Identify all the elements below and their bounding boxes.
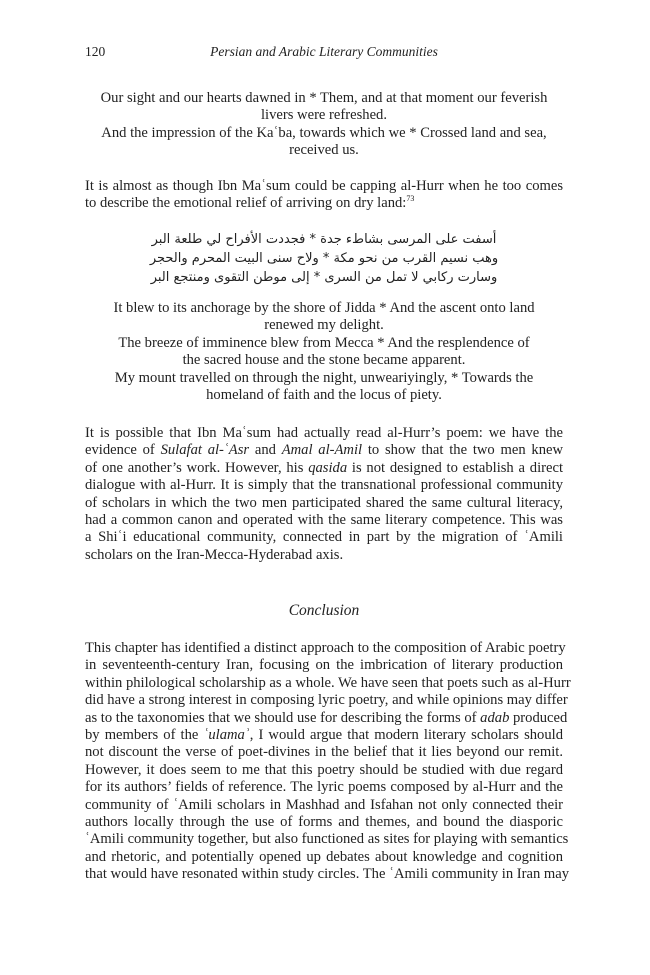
verse-translation-2: [85, 300, 563, 404]
paragraph-line: in seventeenth-century Iran, focusing on the imbrication of literary production: [85, 657, 563, 674]
running-head: [85, 44, 563, 64]
paragraph-line: a Shiʿi educational community, connected in part by the migration of ʿAmili: [85, 529, 563, 546]
paragraph-line: community of ʿAmili scholars in Mashhad and Isfahan not only connected their: [85, 796, 563, 813]
section-heading-conclusion: Conclusion: [288, 602, 360, 619]
paragraph-line: This chapter has identified a distinct approach to the composition of Arabic poetry: [85, 640, 566, 656]
page-number: 120: [85, 44, 106, 59]
paragraph-text: is not designed to establish a direct: [347, 459, 563, 476]
paragraph-line: that would have resonated within study circles. The ʿAmili community in Iran may: [85, 866, 570, 883]
paragraph-line: had a common canon and operated with the same literary competence. This was: [85, 512, 563, 529]
verse-line: received us.: [289, 142, 359, 159]
paragraph-text: to show that the two men knew: [362, 442, 564, 459]
footnote-ref: 73: [406, 194, 415, 204]
verse-line: renewed my delight.: [264, 317, 384, 334]
verse-line: the sacred house and the stone became apparent.: [182, 352, 466, 369]
paragraph-line: [85, 195, 563, 212]
paragraph-line: [85, 709, 568, 727]
paragraph-line: It is possible that Ibn Maʿsum had actually read al-Hurr’s poem: we have the: [85, 425, 563, 441]
paragraph-line: did have a strong interest in composing lyric poetry, and while opinions may differ: [85, 692, 568, 709]
paragraph-line: within philological scholarship as a whole. We have seen that poets such as al-Hurr: [85, 674, 571, 691]
paragraph-line: authors locally through the use of forms and themes, and bound the diasporic: [85, 814, 563, 831]
paragraph-line: [85, 460, 563, 477]
arabic-verse-line: وسارت ركابي لا تمل من السرى * إلى موطن التقوى ومنتجع البر: [150, 270, 498, 285]
paragraph-text: of one another’s work. However, his: [85, 459, 309, 476]
paragraph-line: dialogue with al-Hurr. It is simply that the transnational professional community: [85, 477, 563, 494]
verse-line: livers were refreshed.: [260, 107, 387, 124]
arabic-verse-line: وهب نسيم القرب من نحو مكة * ولاح سنى البيت المحرم والحجر: [149, 251, 499, 266]
term-adab: adab: [480, 709, 510, 726]
paragraph-text: and: [249, 442, 282, 459]
arabic-verse: [140, 230, 508, 287]
verse-line: The breeze of imminence blew from Mecca * And the resplendence of: [118, 334, 530, 351]
verse-line: homeland of faith and the locus of piety.: [206, 387, 442, 404]
verse-translation-1: [85, 90, 563, 160]
paragraph-text: by members of the: [85, 727, 204, 744]
paragraph-text: as to the taxonomies that we should use for describing the forms of: [85, 709, 481, 726]
book-title-sulafat: Sulafat al-ʿAsr: [160, 442, 250, 459]
paragraph-text: produced: [509, 709, 568, 726]
verse-line: Our sight and our hearts dawned in * Them, and at that moment our feverish: [100, 90, 548, 106]
paragraph-line: scholars on the Iran-Mecca-Hyderabad axis.: [85, 546, 344, 563]
verse-line: It blew to its anchorage by the shore of Jidda * And the ascent onto land: [113, 300, 535, 316]
paragraph-line: It is almost as though Ibn Maʿsum could be capping al-Hurr when he too comes: [85, 178, 563, 194]
paragraph-line: However, it does seem to me that this poetry should be studied with due regard: [85, 761, 563, 778]
term-ulama: ʿulamaʾ: [203, 727, 250, 744]
paragraph-3: [85, 640, 571, 884]
term-qasida: qasida: [308, 459, 348, 476]
paragraph-text: to describe the emotional relief of arriving on dry land:: [85, 195, 407, 212]
verse-line: And the impression of the Kaʿba, towards which we * Crossed land and sea,: [101, 124, 547, 141]
book-title-amal: Amal al-Amil: [281, 442, 363, 459]
paragraph-2: [85, 425, 563, 564]
arabic-verse-line: أسفت على المرسى بشاطء جدة * فجددت الأفراح لي طلعة البر: [151, 232, 497, 247]
paragraph-line: for its authors’ fields of reference. The lyric poems composed by al-Hurr and the: [85, 779, 563, 796]
running-title: Persian and Arabic Literary Communities: [210, 44, 438, 59]
paragraph-1: [85, 178, 563, 213]
paragraph-line: and rhetoric, and potentially opened up debates about knowledge and cognition: [85, 848, 563, 865]
paragraph-text: , I would argue that modern literary scholars should: [249, 727, 563, 744]
paragraph-line: not discount the verse of poet-divines in the belief that it lies beyond our remit.: [85, 744, 563, 761]
paragraph-line: [85, 727, 563, 744]
paragraph-text: evidence of: [85, 442, 161, 459]
verse-line: My mount travelled on through the night, unweariyingly, * Towards the: [114, 369, 534, 386]
paragraph-line: ʿAmili community together, but also functioned as sites for playing with semantics: [85, 831, 569, 848]
paragraph-line: [85, 442, 563, 459]
paragraph-line: of scholars in which the two men participated shared the same cultural literacy,: [85, 494, 563, 511]
